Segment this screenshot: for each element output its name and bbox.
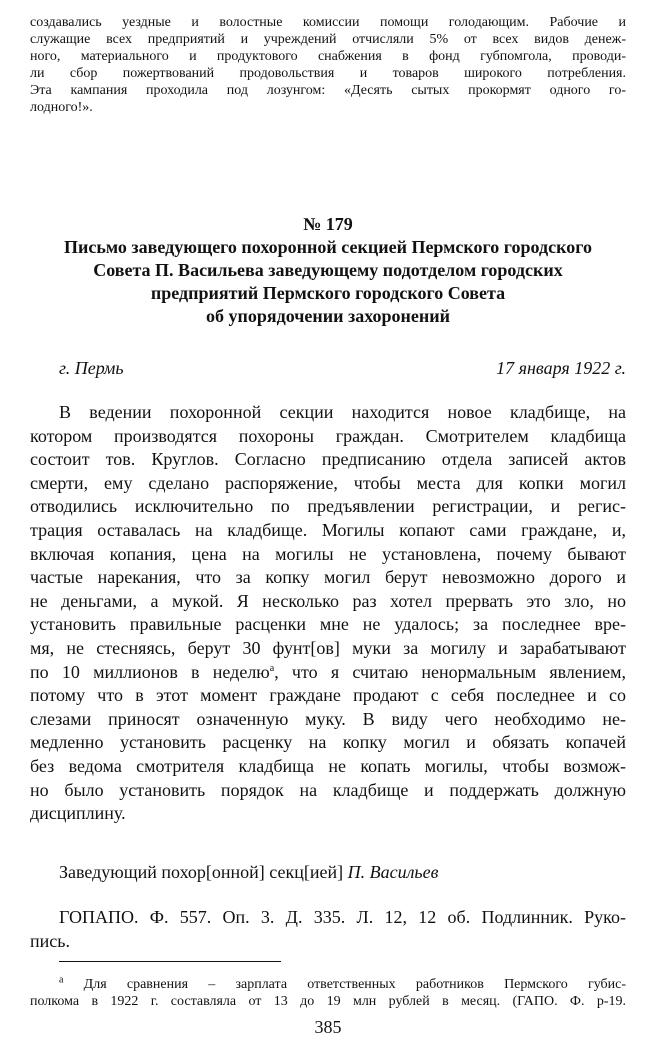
body-line: состоит тов. Круглов. Согласно предписанию отдела записей актов	[30, 449, 626, 470]
footnote	[30, 976, 626, 1010]
body-line: котором производятся похороны граждан. Смотрителем кладбища	[30, 425, 626, 446]
body-line: не деньгами, а мукой. Я несколько раз хотел прервать это зло, но	[30, 590, 626, 611]
footnote-text: Для сравнения – зарплата ответственных работников Пермского губис-	[83, 977, 627, 992]
preceding-paragraph	[30, 14, 626, 116]
page-number: 385	[314, 1017, 342, 1037]
text-line: ли сбор пожертвований продовольствия и товаров широкого потребления.	[30, 66, 626, 81]
title-line: Совета П. Васильева заведующему подотделом городских	[93, 260, 563, 280]
archive-line: пись.	[30, 931, 70, 951]
body-line: отводились исключительно по предъявлении регистрации, и регис-	[30, 496, 626, 517]
body-line: без ведома смотрителя кладбища не копать могилы, чтобы возмож-	[30, 755, 626, 776]
body-line: В ведении похоронной секции находится новое кладбище, на	[59, 402, 626, 422]
body-line: смерти, ему сделано распоряжение, чтобы места для копки могил	[30, 472, 626, 493]
signature-title: Заведующий похор[онной] секц[ией]	[59, 862, 344, 882]
body-line: мя, не стесняясь, берут 30 фунт[ов] муки за могилу и зарабатывают	[30, 637, 626, 658]
signature-line	[59, 861, 626, 883]
signature-name: П. Васильев	[347, 862, 439, 882]
title-line: Письмо заведующего похоронной секцией Пермского городского	[64, 237, 592, 257]
text-line: лодного!».	[30, 100, 93, 115]
archive-line: ГОПАПО. Ф. 557. Оп. 3. Д. 335. Л. 12, 12 об. Подлинник. Руко-	[59, 907, 626, 927]
document-place: г. Пермь	[59, 358, 124, 378]
footnote-divider	[59, 961, 281, 962]
text-line: Эта кампания проходила под лозунгом: «Десять сытых прокормят одного го-	[30, 83, 626, 98]
text-line: служащие всех предприятий и учреждений отчисляли 5% от всех видов денеж-	[30, 32, 626, 47]
document-title	[30, 236, 626, 328]
archive-reference	[30, 905, 626, 953]
title-line: предприятий Пермского городского Совета	[150, 283, 506, 303]
letter-body	[30, 401, 626, 826]
body-line-head: по 10 миллионов в неделю	[30, 661, 270, 682]
body-line: включая копания, цена на могилы не установлена, почему бывают	[30, 543, 626, 564]
document-page	[30, 14, 627, 1037]
body-line: слезами приносят означенную муку. В виду чего необходимо не-	[30, 708, 626, 729]
document-number: № 179	[303, 214, 353, 234]
document-date: 17 января 1922 г.	[496, 358, 626, 378]
footnote-line	[30, 976, 626, 993]
body-line: трация оставалась на кладбище. Могилы копают сами граждане, и,	[30, 519, 626, 540]
title-line: об упорядочении захоронений	[205, 306, 451, 326]
footnote-marker: а	[59, 974, 64, 986]
footnote-line: полкома в 1922 г. составляла от 13 до 19 млн рублей в месяц. (ГАПО. Ф. р-19.	[30, 994, 626, 1009]
body-line-with-footnote	[30, 661, 626, 685]
body-line: медленно установить расценку на копку могил и обязать копачей	[30, 732, 626, 753]
body-line: но было установить порядок на кладбище и поддержать должную	[30, 779, 626, 800]
body-line: дисциплину.	[30, 803, 126, 824]
body-line-tail: , что я считаю ненормальным явлением,	[274, 661, 626, 682]
text-line: ного, материального и продуктового снабжения в фонд губпомгола, проводи-	[30, 49, 626, 64]
body-line: потому что в этот момент граждане продают с себя последнее и со	[30, 685, 626, 706]
body-line: установить правильные расценки мне не удалось; за последнее вре-	[30, 614, 626, 635]
footnote-ref: а	[269, 662, 275, 674]
text-line: создавались уездные и волостные комиссии помощи голодающим. Рабочие и	[30, 15, 626, 30]
body-line: частые нарекания, что за копку могил берут невозможно дорого и	[30, 567, 626, 588]
